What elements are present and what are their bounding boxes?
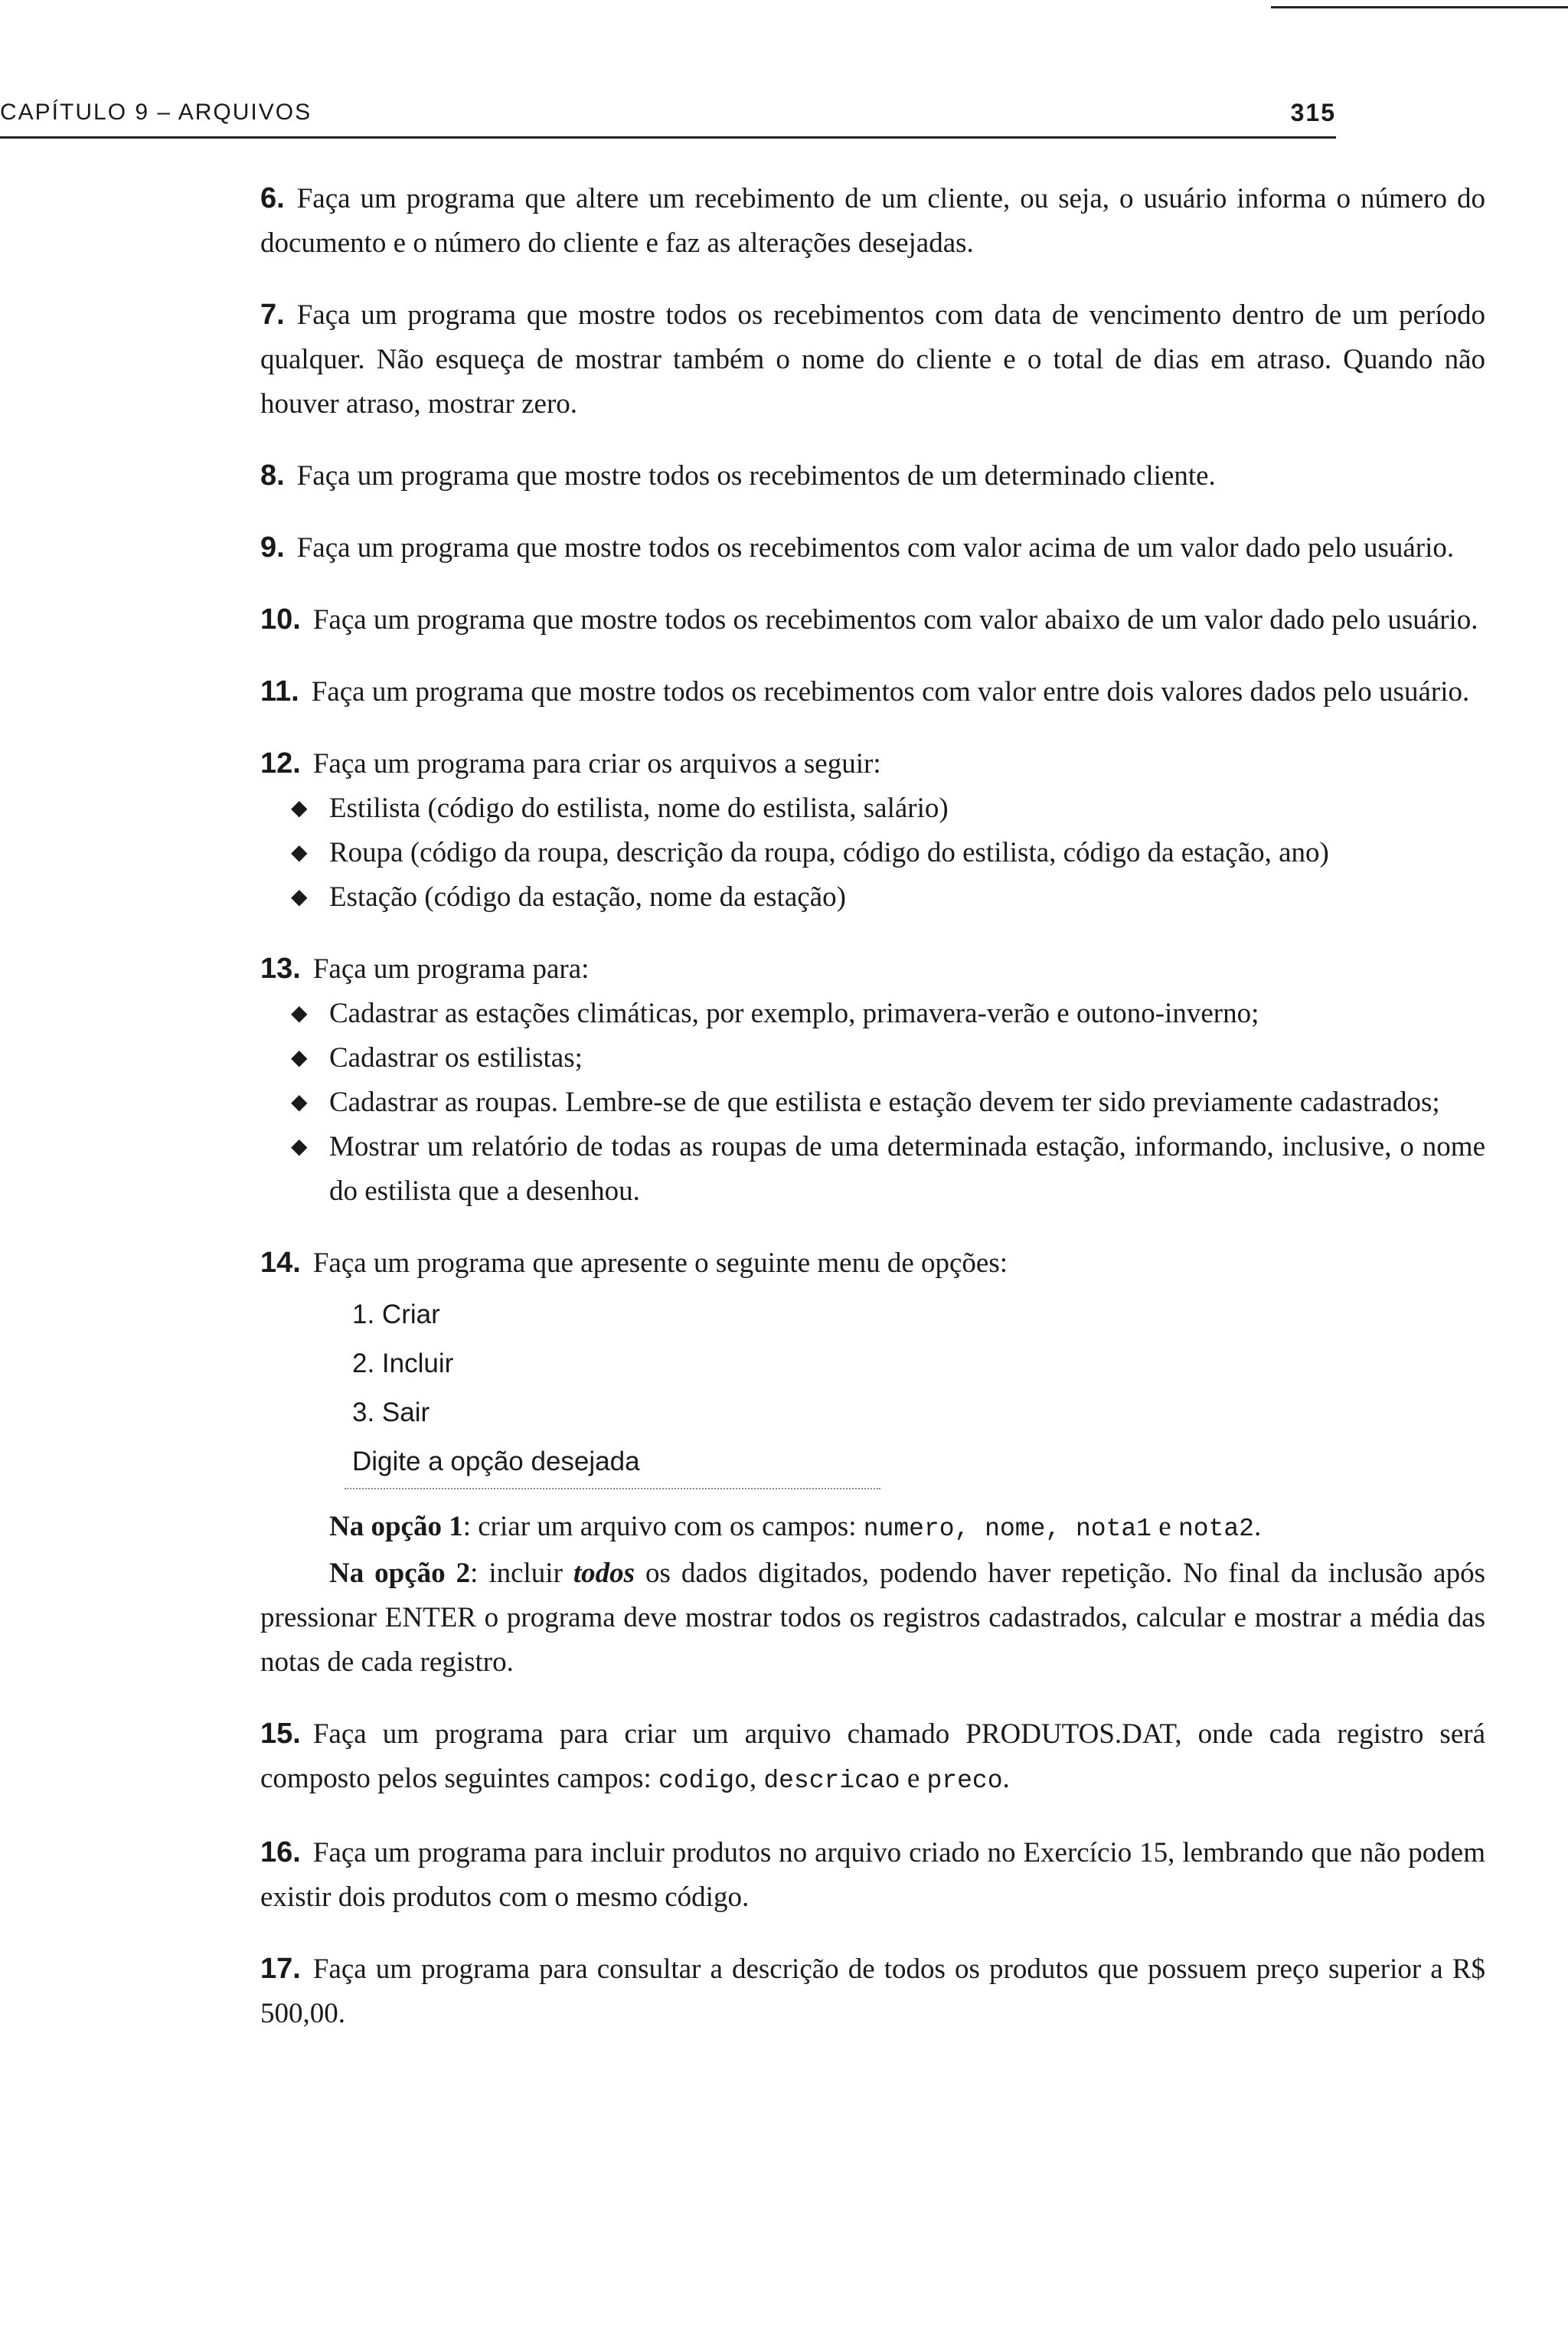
exercise-number: 9. [260, 531, 285, 564]
exercise-number: 6. [260, 182, 285, 214]
exercise-number: 15. [260, 1718, 301, 1750]
exercise-text: Faça um programa que mostre todos os recebimentos com valor entre dois valores dados pelo usuário. [311, 676, 1470, 708]
exercise-number: 14. [260, 1247, 301, 1279]
exercise-number: 12. [260, 747, 301, 780]
chapter-title: CAPÍTULO 9 – ARQUIVOS [0, 100, 312, 125]
diamond-bullet-icon: ◆ [291, 796, 308, 820]
exercise-16 [260, 1830, 1485, 1920]
page-header [0, 90, 1336, 139]
exercise-list [260, 176, 1485, 2063]
list-item: ◆ Estilista (código do estilista, nome do estilista, salário) [329, 786, 1485, 831]
exercise-7 [260, 293, 1485, 427]
exercise-number: 13. [260, 953, 301, 985]
exercise-number: 16. [260, 1836, 301, 1868]
diamond-bullet-icon: ◆ [291, 1135, 308, 1159]
page-number: 315 [1290, 99, 1336, 126]
exercise-10 [260, 597, 1485, 642]
menu-item-sair: 3. Sair [352, 1398, 430, 1427]
menu-item-incluir: 2. Incluir [352, 1349, 454, 1378]
exercise-text: Faça um programa que altere um recebimento de um cliente, ou seja, o usuário informa o número do documento e o número do cliente e faz as alterações desejadas. [260, 183, 1485, 259]
diamond-bullet-icon: ◆ [291, 841, 308, 865]
exercise-text: Faça um programa para criar os arquivos a seguir: [312, 748, 881, 780]
exercise-text: Faça um programa que apresente o seguinte menu de opções: [312, 1247, 1008, 1279]
exercise-12 [260, 741, 1485, 920]
option-1-description: Na opção 1: criar um arquivo com os campos: numero, nome, nota1 e nota2. [329, 1511, 1262, 1543]
list-item: ◆ Roupa (código da roupa, descrição da roupa, código do estilista, código da estação, ano) [329, 831, 1485, 875]
diamond-bullet-icon: ◆ [291, 885, 308, 909]
list-item: ◆ Estação (código da estação, nome da estação) [329, 875, 1485, 920]
field-codigo: codigo [658, 1767, 750, 1795]
menu-divider [345, 1488, 880, 1489]
list-item: ◆ Mostrar um relatório de todas as roupas de uma determinada estação, informando, inclusive, o nome do estilista que a desenhou. [329, 1125, 1485, 1214]
exercise-17 [260, 1947, 1485, 2036]
list-item: ◆ Cadastrar as estações climáticas, por exemplo, primavera-verão e outono-inverno; [329, 992, 1485, 1036]
exercise-text: Faça um programa para consultar a descrição de todos os produtos que possuem preço superior a R$ 500,00. [260, 1953, 1485, 2029]
diamond-bullet-icon: ◆ [291, 1002, 308, 1025]
field-descricao: descricao [763, 1767, 900, 1795]
diamond-bullet-icon: ◆ [291, 1090, 308, 1114]
menu-item-criar: 1. Criar [352, 1300, 440, 1329]
exercise-13 [260, 946, 1485, 1214]
exercise-15: 15. Faça um programa para criar um arquivo chamado PRODUTOS.DAT, onde cada registro será composto pelos seguintes campos: codigo, descricao e preco. [260, 1718, 1485, 1795]
exercise-14 [260, 1241, 1485, 1685]
list-item: ◆ Cadastrar os estilistas; [329, 1036, 1485, 1080]
exercise-number: 17. [260, 1953, 301, 1985]
diamond-bullet-icon: ◆ [291, 1046, 308, 1070]
exercise-text: Faça um programa que mostre todos os recebimentos de um determinado cliente. [296, 460, 1216, 492]
exercise-11 [260, 669, 1485, 714]
exercise-text: Faça um programa para incluir produtos no arquivo criado no Exercício 15, lembrando que não podem existir dois produtos com o mesmo código. [260, 1837, 1485, 1913]
exercise-6 [260, 176, 1485, 266]
exercise-text: Faça um programa para: [312, 953, 590, 985]
exercise-text: Faça um programa para criar um arquivo chamado PRODUTOS.DAT, onde cada registro será composto pelos seguintes campos: [260, 1718, 1485, 1794]
exercise-text: Faça um programa que mostre todos os recebimentos com data de vencimento dentro de um período qualquer. Não esqueça de mostrar também o nome do cliente e o total de dias em atraso. Quando não houver atraso, mostrar zero. [260, 299, 1485, 420]
exercise-text: Faça um programa que mostre todos os recebimentos com valor acima de um valor dado pelo usuário. [296, 532, 1455, 564]
bullet-list [260, 786, 1485, 920]
exercise-number: 10. [260, 603, 301, 636]
exercise-number: 7. [260, 299, 285, 331]
menu-options [260, 1290, 1485, 1489]
exercise-8 [260, 453, 1485, 499]
field-preco: preco [926, 1767, 1003, 1795]
exercise-number: 8. [260, 459, 285, 492]
bullet-list [260, 992, 1485, 1214]
menu-prompt: Digite a opção desejada [352, 1447, 640, 1476]
exercise-9 [260, 525, 1485, 570]
top-rule [1271, 6, 1568, 8]
list-item: ◆ Cadastrar as roupas. Lembre-se de que estilista e estação devem ter sido previamente cadastrados; [329, 1080, 1485, 1125]
exercise-text: Faça um programa que mostre todos os recebimentos com valor abaixo de um valor dado pelo usuário. [312, 604, 1478, 636]
exercise-number: 11. [260, 675, 299, 708]
option-2-description: Na opção 2: incluir todos os dados digitados, podendo haver repetição. No final da inclusão após pressionar ENTER o programa deve mostrar todos os registros cadastrados, calcular e mostrar a média das notas de cada registro. [260, 1558, 1485, 1678]
